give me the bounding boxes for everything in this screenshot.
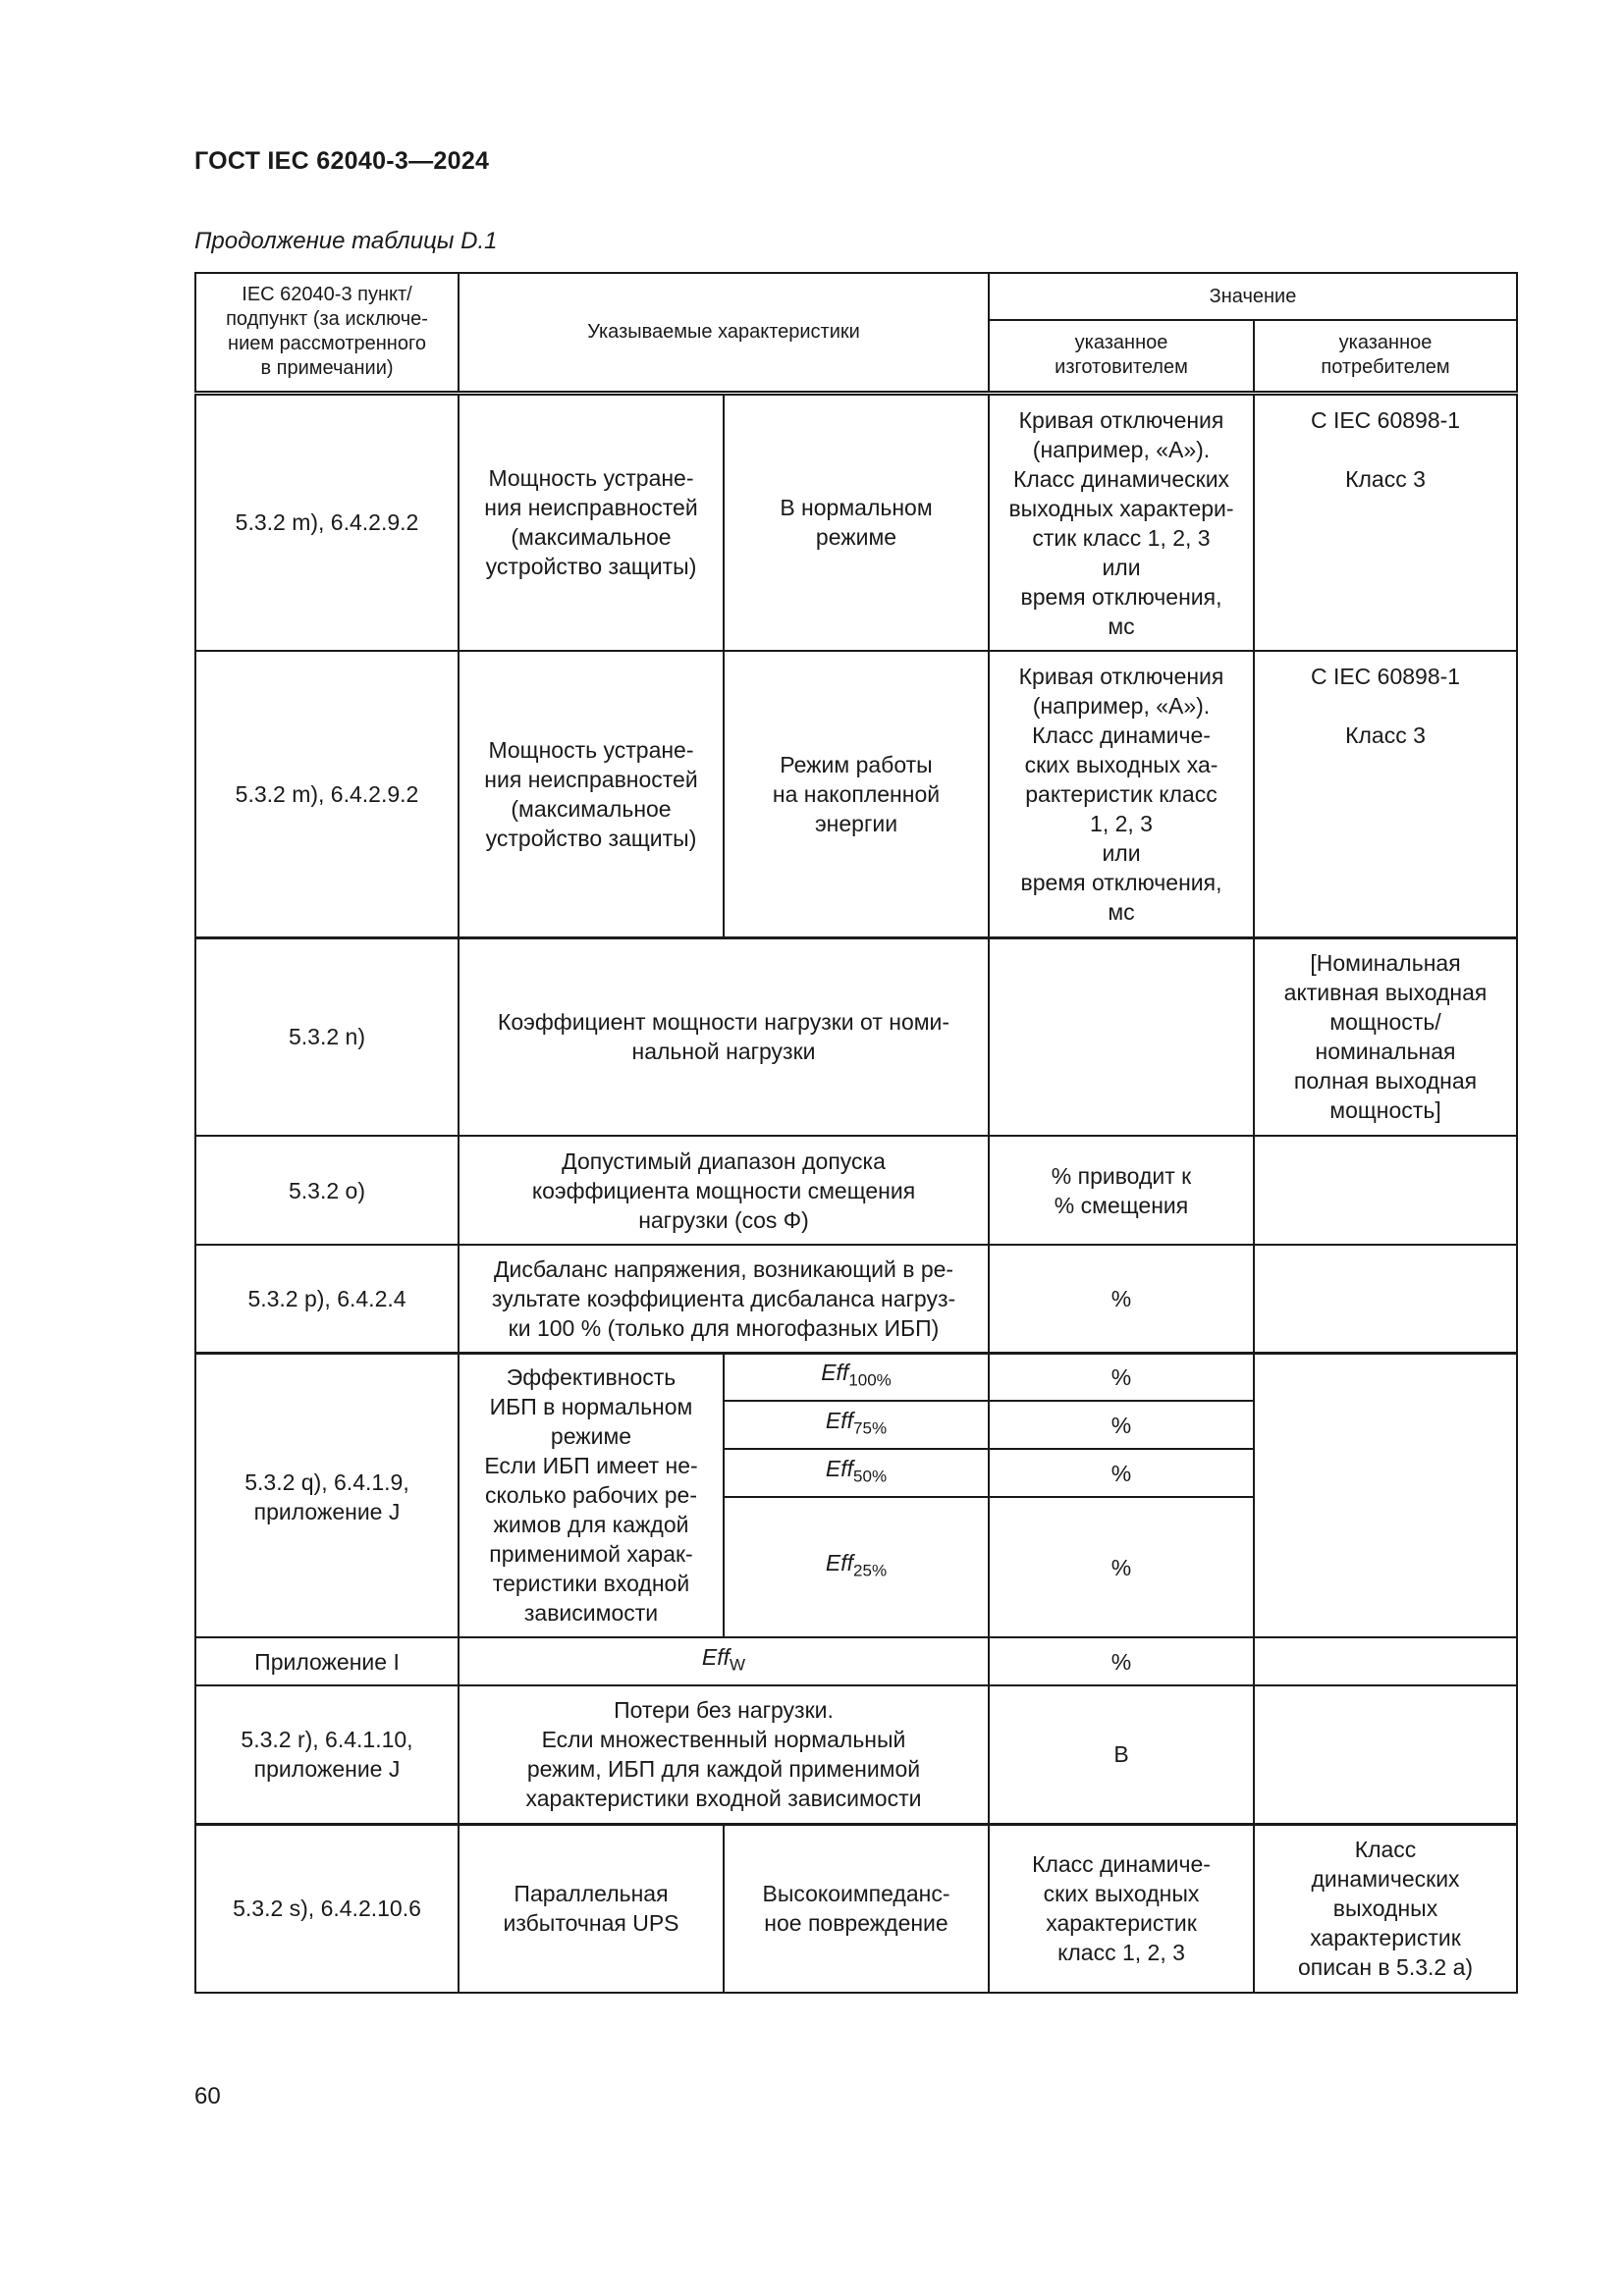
table-row (195, 1245, 1517, 1353)
characteristic-cell: Дисбаланс напряжения, возникающий в ре- зультате коэффициента дисбаланса нагруз- ки 100 % (только для многофазных ИБП) (459, 1245, 989, 1353)
purchaser-cell (1254, 1245, 1517, 1353)
mode-cell: В нормальном режиме (724, 393, 989, 651)
table-row (195, 393, 1517, 651)
clause-cell: 5.3.2 r), 6.4.1.10, приложение J (195, 1685, 459, 1824)
mode-cell: Высокоимпеданс- ное повреждение (724, 1824, 989, 1993)
manufacturer-cell: % приводит к % смещения (989, 1136, 1254, 1245)
manufacturer-cell (989, 937, 1254, 1136)
purchaser-cell (1254, 1685, 1517, 1824)
manufacturer-cell: Кривая отключения (например, «A»). Класс динамических выходных характери- стик класс 1, 2, 3 или время отключения, мс (989, 393, 1254, 651)
table-row (195, 1136, 1517, 1245)
table-row (195, 1824, 1517, 1993)
characteristic-cell: Потери без нагрузки. Если множественный нормальный режим, ИБП для каждой применимой характеристики входной зависимости (459, 1685, 989, 1824)
table-row (195, 937, 1517, 1136)
characteristic-cell: Эффективность ИБП в нормальном режиме Если ИБП имеет не- сколько рабочих ре- жимов для каждой применимой харак- теристики входной зависимости (459, 1353, 724, 1637)
manufacturer-cell: % (989, 1449, 1254, 1497)
clause-cell: 5.3.2 n) (195, 937, 459, 1136)
table-row (195, 1637, 1517, 1685)
characteristics-table (194, 272, 1518, 1994)
table-row (195, 651, 1517, 937)
characteristic-cell: Eff$_W$ (459, 1637, 989, 1685)
purchaser-cell: C IEC 60898-1 Класс 3 (1254, 393, 1517, 651)
clause-cell: 5.3.2 o) (195, 1136, 459, 1245)
clause-cell: 5.3.2 q), 6.4.1.9, приложение J (195, 1353, 459, 1637)
purchaser-cell (1254, 1136, 1517, 1245)
header-clause: IEC 62040-3 пункт/ подпункт (за исключе- нием рассмотренного в примечании) (195, 273, 459, 393)
manufacturer-cell: % (989, 1401, 1254, 1449)
table-row (195, 1353, 1517, 1401)
clause-cell: 5.3.2 p), 6.4.2.4 (195, 1245, 459, 1353)
characteristic-cell: Параллельная избыточная UPS (459, 1824, 724, 1993)
table-d1 (194, 272, 1518, 1994)
efficiency-label: Eff$_{25\%}$ (724, 1497, 989, 1637)
table-row (195, 1685, 1517, 1824)
mode-cell: Режим работы на накопленной энергии (724, 651, 989, 937)
header-characteristics: Указываемые характеристики (459, 273, 989, 393)
efficiency-label: Eff$_{100\%}$ (724, 1353, 989, 1401)
characteristic-cell: Допустимый диапазон допуска коэффициента мощности смещения нагрузки (cos Φ) (459, 1136, 989, 1245)
header-purchaser: указанное потребителем (1254, 320, 1517, 393)
purchaser-cell (1254, 1637, 1517, 1685)
clause-cell: 5.3.2 m), 6.4.2.9.2 (195, 651, 459, 937)
header-value: Значение (989, 273, 1517, 320)
purchaser-cell (1254, 1353, 1517, 1637)
characteristic-cell: Мощность устране- ния неисправностей (максимальное устройство защиты) (459, 393, 724, 651)
clause-cell: 5.3.2 m), 6.4.2.9.2 (195, 393, 459, 651)
manufacturer-cell: Кривая отключения (например, «A»). Класс динамиче- ских выходных ха- рактеристик класс 1, 2, 3 или время отключения, мс (989, 651, 1254, 937)
document-header: ГОСТ IEC 62040-3—2024 (194, 147, 490, 175)
purchaser-cell: [Номинальная активная выходная мощность/ номинальная полная выходная мощность] (1254, 937, 1517, 1136)
purchaser-cell: Класс динамических выходных характеристик описан в 5.3.2 a) (1254, 1824, 1517, 1993)
header-manufacturer: указанное изготовителем (989, 320, 1254, 393)
efficiency-label: Eff$_{75\%}$ (724, 1401, 989, 1449)
clause-cell: 5.3.2 s), 6.4.2.10.6 (195, 1824, 459, 1993)
characteristic-cell: Коэффициент мощности нагрузки от номи- нальной нагрузки (459, 937, 989, 1136)
table-caption: Продолжение таблицы D.1 (194, 228, 498, 254)
purchaser-cell: C IEC 60898-1 Класс 3 (1254, 651, 1517, 937)
manufacturer-cell: % (989, 1497, 1254, 1637)
manufacturer-cell: % (989, 1353, 1254, 1401)
manufacturer-cell: Класс динамиче- ских выходных характеристик класс 1, 2, 3 (989, 1824, 1254, 1993)
efficiency-label: Eff$_{50\%}$ (724, 1449, 989, 1497)
page-number: 60 (194, 2083, 221, 2109)
manufacturer-cell: % (989, 1637, 1254, 1685)
manufacturer-cell: % (989, 1245, 1254, 1353)
manufacturer-cell: В (989, 1685, 1254, 1824)
characteristic-cell: Мощность устране- ния неисправностей (максимальное устройство защиты) (459, 651, 724, 937)
clause-cell: Приложение I (195, 1637, 459, 1685)
